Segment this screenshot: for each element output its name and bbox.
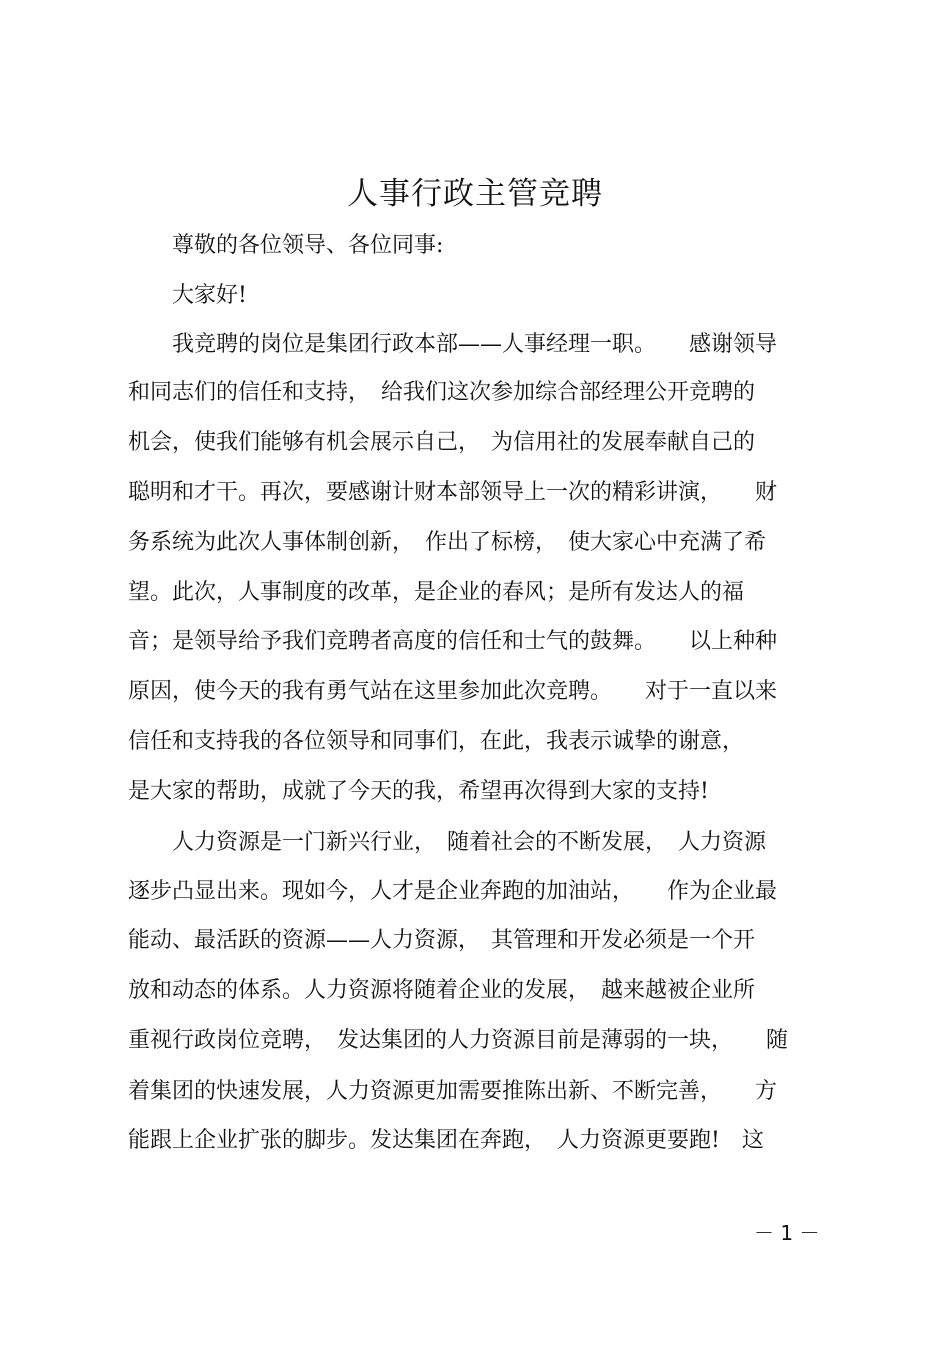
body-line: 和同志们的信任和支持， 给我们这次参加综合部经理公开竞聘的 <box>128 380 756 405</box>
body-line: 逐步凸显出来。现如今，人才是企业奔跑的加油站， 作为企业最 <box>128 879 778 904</box>
document-title: 人事行政主管竞聘 <box>347 176 603 212</box>
body-line: 音；是领导给予我们竞聘者高度的信任和士气的鼓舞。 以上种种 <box>128 629 778 654</box>
body-line: 望。此次，人事制度的改革，是企业的春风；是所有发达人的福 <box>128 580 745 605</box>
body-line: 是大家的帮助，成就了今天的我，希望再次得到大家的支持! <box>128 779 709 804</box>
body-line: 重视行政岗位竞聘， 发达集团的人力资源目前是薄弱的一块， 随 <box>128 1028 789 1053</box>
body-line: 务系统为此次人事体制创新， 作出了标榜， 使大家心中充满了希 <box>128 530 767 555</box>
body-line: 能跟上企业扩张的脚步。发达集团在奔跑， 人力资源更要跑! 这 <box>128 1128 764 1153</box>
body-line: 能动、最活跃的资源——人力资源， 其管理和开发必须是一个开 <box>128 928 756 953</box>
salutation-line: 尊敬的各位领导、各位同事: <box>128 233 444 258</box>
page-number: － 1 － <box>754 1221 820 1245</box>
body-line: 信任和支持我的各位领导和同事们，在此，我表示诚挚的谢意， <box>128 729 745 754</box>
greeting-line: 大家好! <box>128 283 247 308</box>
body-line: 人力资源是一门新兴行业， 随着社会的不断发展， 人力资源 <box>128 830 767 855</box>
body-line: 放和动态的体系。人力资源将随着企业的发展， 越来越被企业所 <box>128 978 756 1003</box>
body-line: 我竞聘的岗位是集团行政本部——人事经理一职。 感谢领导 <box>128 332 778 357</box>
body-line: 原因，使今天的我有勇气站在这里参加此次竞聘。 对于一直以来 <box>128 679 778 704</box>
body-line: 机会，使我们能够有机会展示自己， 为信用社的发展奉献自己的 <box>128 430 756 455</box>
body-line: 聪明和才干。再次，要感谢计财本部领导上一次的精彩讲演， 财 <box>128 480 778 505</box>
body-line: 着集团的快速发展，人力资源更加需要推陈出新、不断完善， 方 <box>128 1079 778 1104</box>
